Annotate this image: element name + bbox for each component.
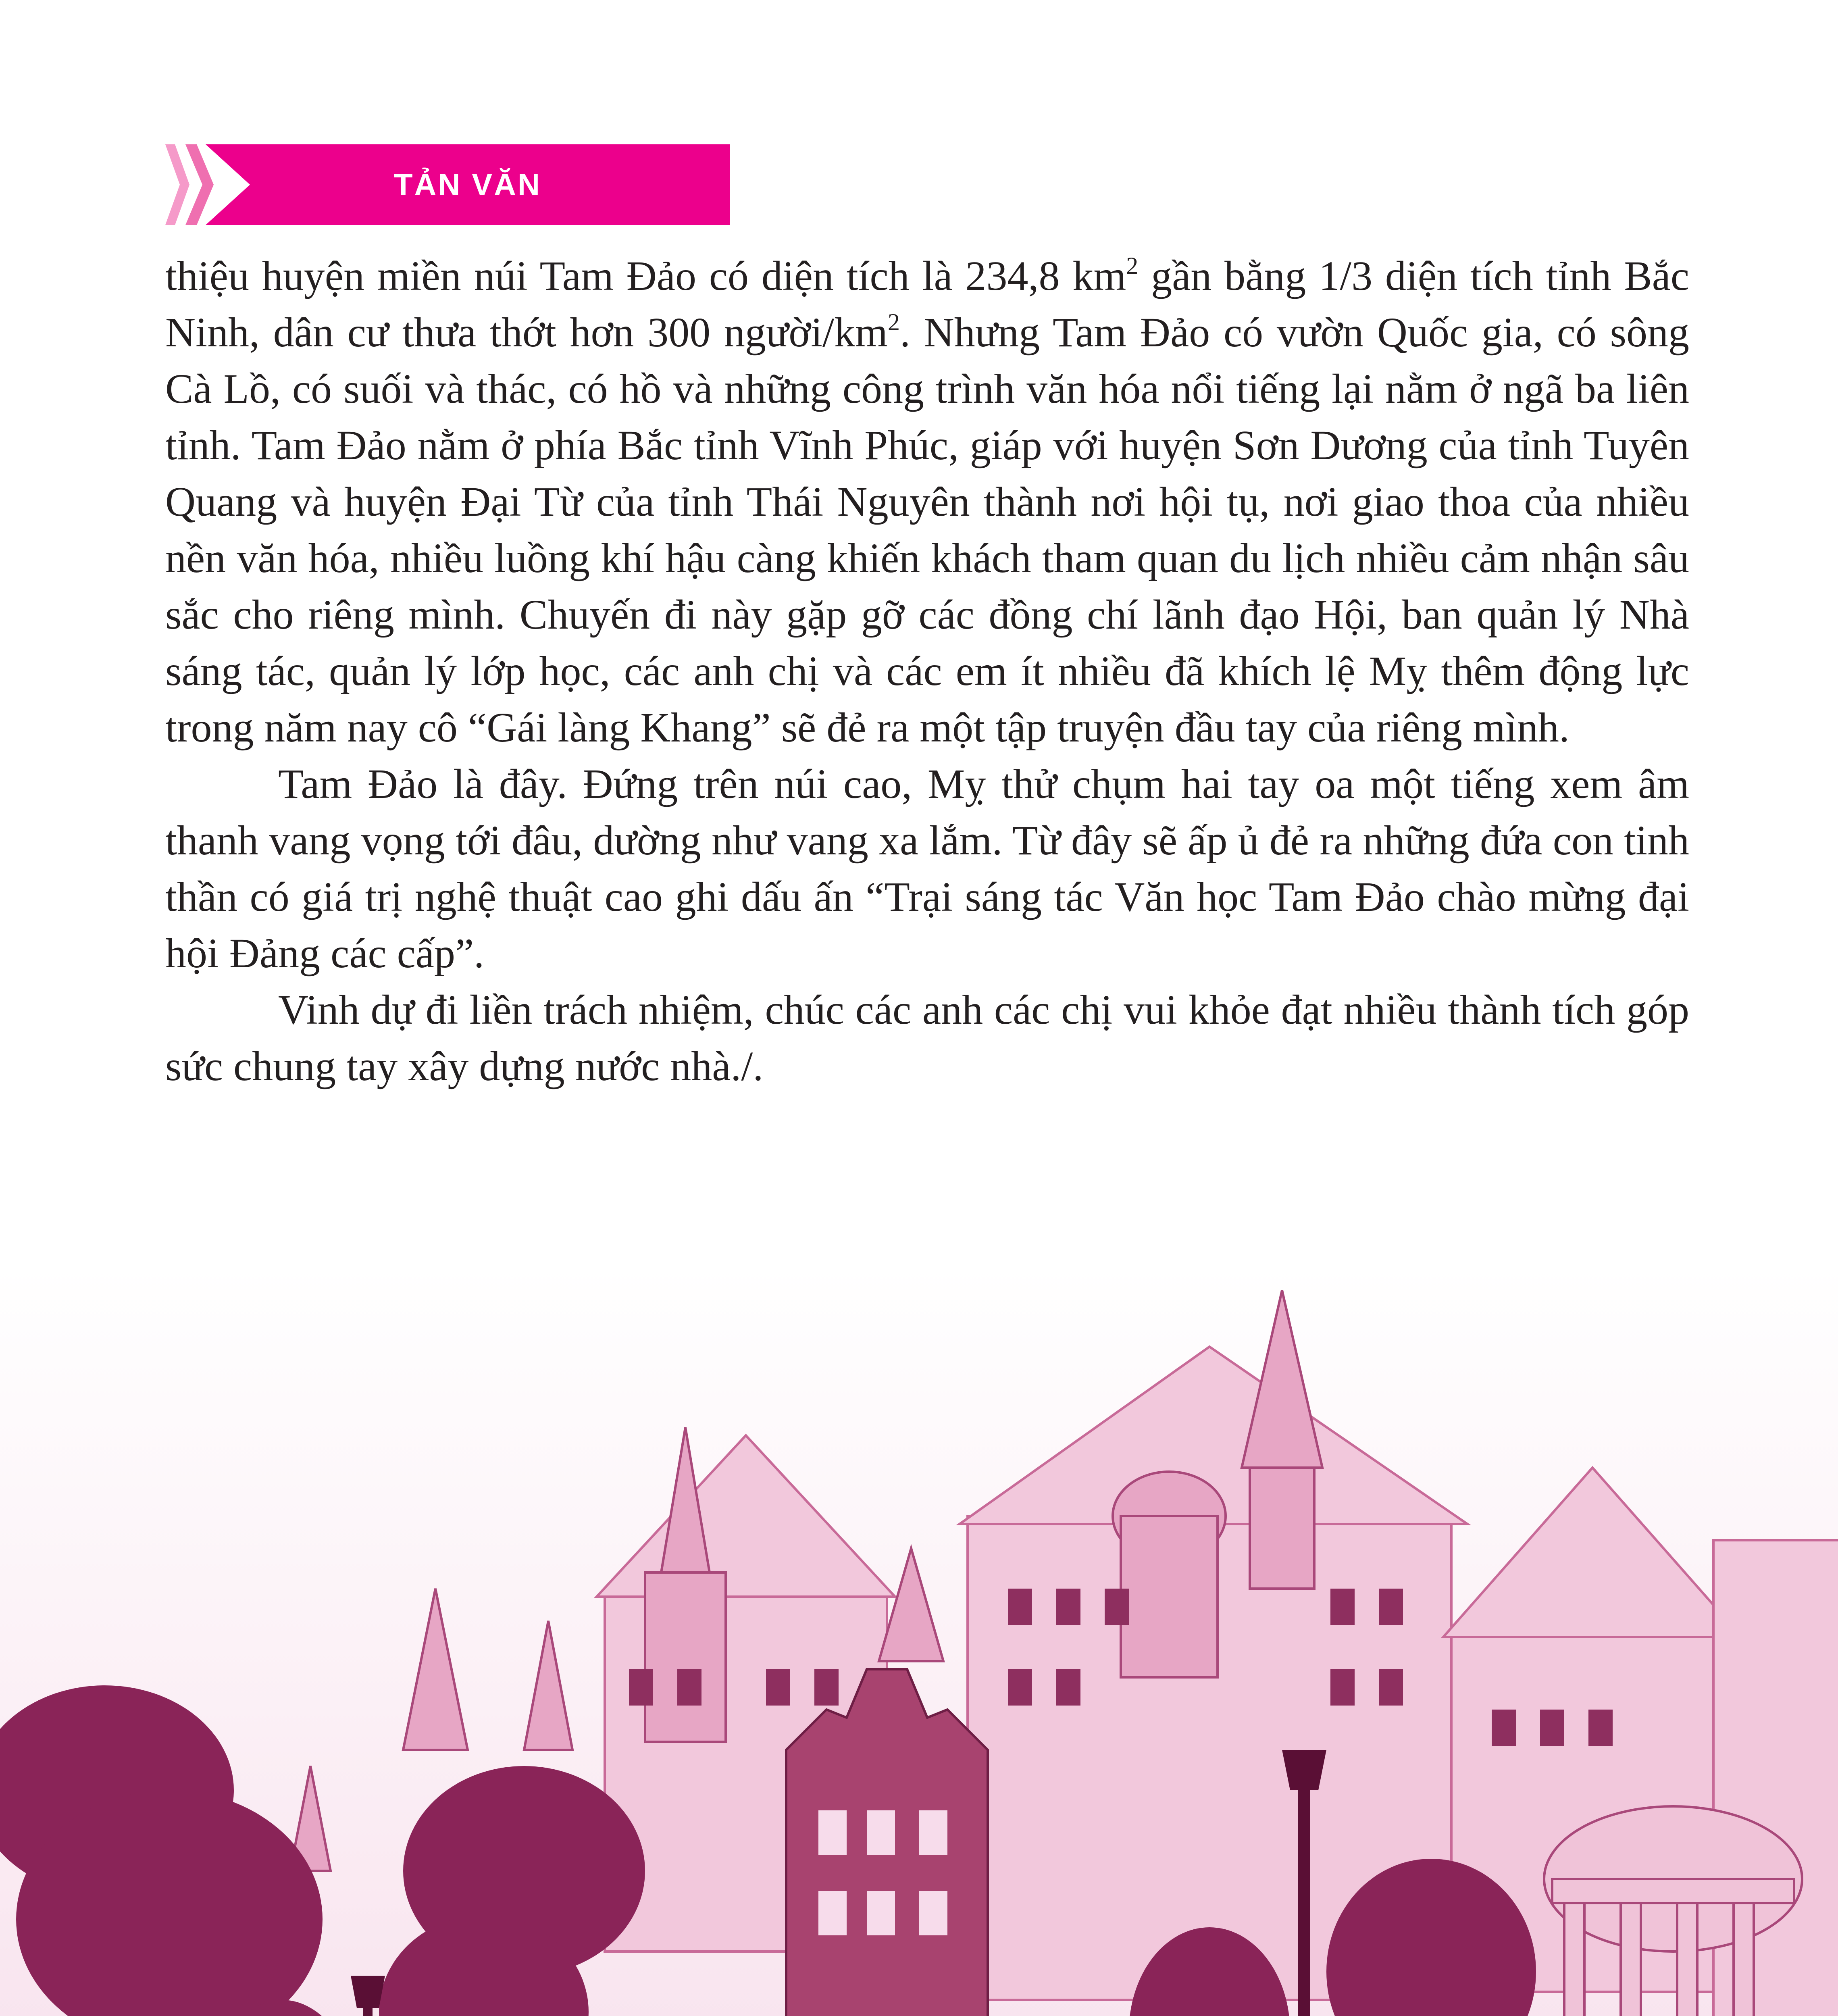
paragraph-3: Vinh dự đi liền trách nhiệm, chúc các anh các chị vui khỏe đạt nhiều thành tích góp sức chung tay xây dựng nước nhà./. [165,987,1689,1089]
section-header [165,144,730,225]
tam-dao-photo [0,1266,1838,2016]
paragraph-1-part-b: gần bằng 1/3 diện tích tỉnh Bắc Ninh, dân cư thưa thớt hơn 300 người/km [165,253,1689,356]
superscript: 2 [1126,252,1139,279]
paragraph-2: Tam Đảo là đây. Đứng trên núi cao, Mỵ thử chụm hai tay oa một tiếng xem âm thanh vang vọng tới đâu, dường như vang xa lắm. Từ đây sẽ ấp ủ đẻ ra những đứa con tinh thần có giá trị nghệ thuật cao ghi dấu ấn “Trại sáng tác Văn học Tam Đảo chào mừng đại hội Đảng các cấp”. [165,761,1689,977]
section-label: TẢN VĂN [394,167,541,202]
article-body [165,248,1689,1095]
paragraph-1 [165,248,1689,756]
chevron-decoration-icon [165,144,189,225]
superscript: 2 [887,309,900,335]
paragraph-1-part-a: thiệu huyện miền núi Tam Đảo có diện tích là 234,8 km [165,253,1126,299]
paragraph-1-part-c: . Nhưng Tam Đảo có vườn Quốc gia, có sông Cà Lồ, có suối và thác, có hồ và những công trình văn hóa nổi tiếng lại nằm ở ngã ba liên tỉnh. Tam Đảo nằm ở phía Bắc tỉnh Vĩnh Phúc, giáp với huyện Sơn Dương của tỉnh Tuyên Quang và huyện Đại Từ của tỉnh Thái Nguyên thành nơi hội tụ, nơi giao thoa của nhiều nền văn hóa, nhiều luồng khí hậu càng khiến khách tham quan du lịch nhiều cảm nhận sâu sắc cho riêng mình. Chuyến đi này gặp gỡ các đồng chí lãnh đạo Hội, ban quản lý Nhà sáng tác, quản lý lớp học, các anh chị và các em ít nhiều đã khích lệ Mỵ thêm động lực trong năm nay cô “Gái làng Khang” sẽ đẻ ra một tập truyện đầu tay của riêng mình. [165,309,1690,751]
